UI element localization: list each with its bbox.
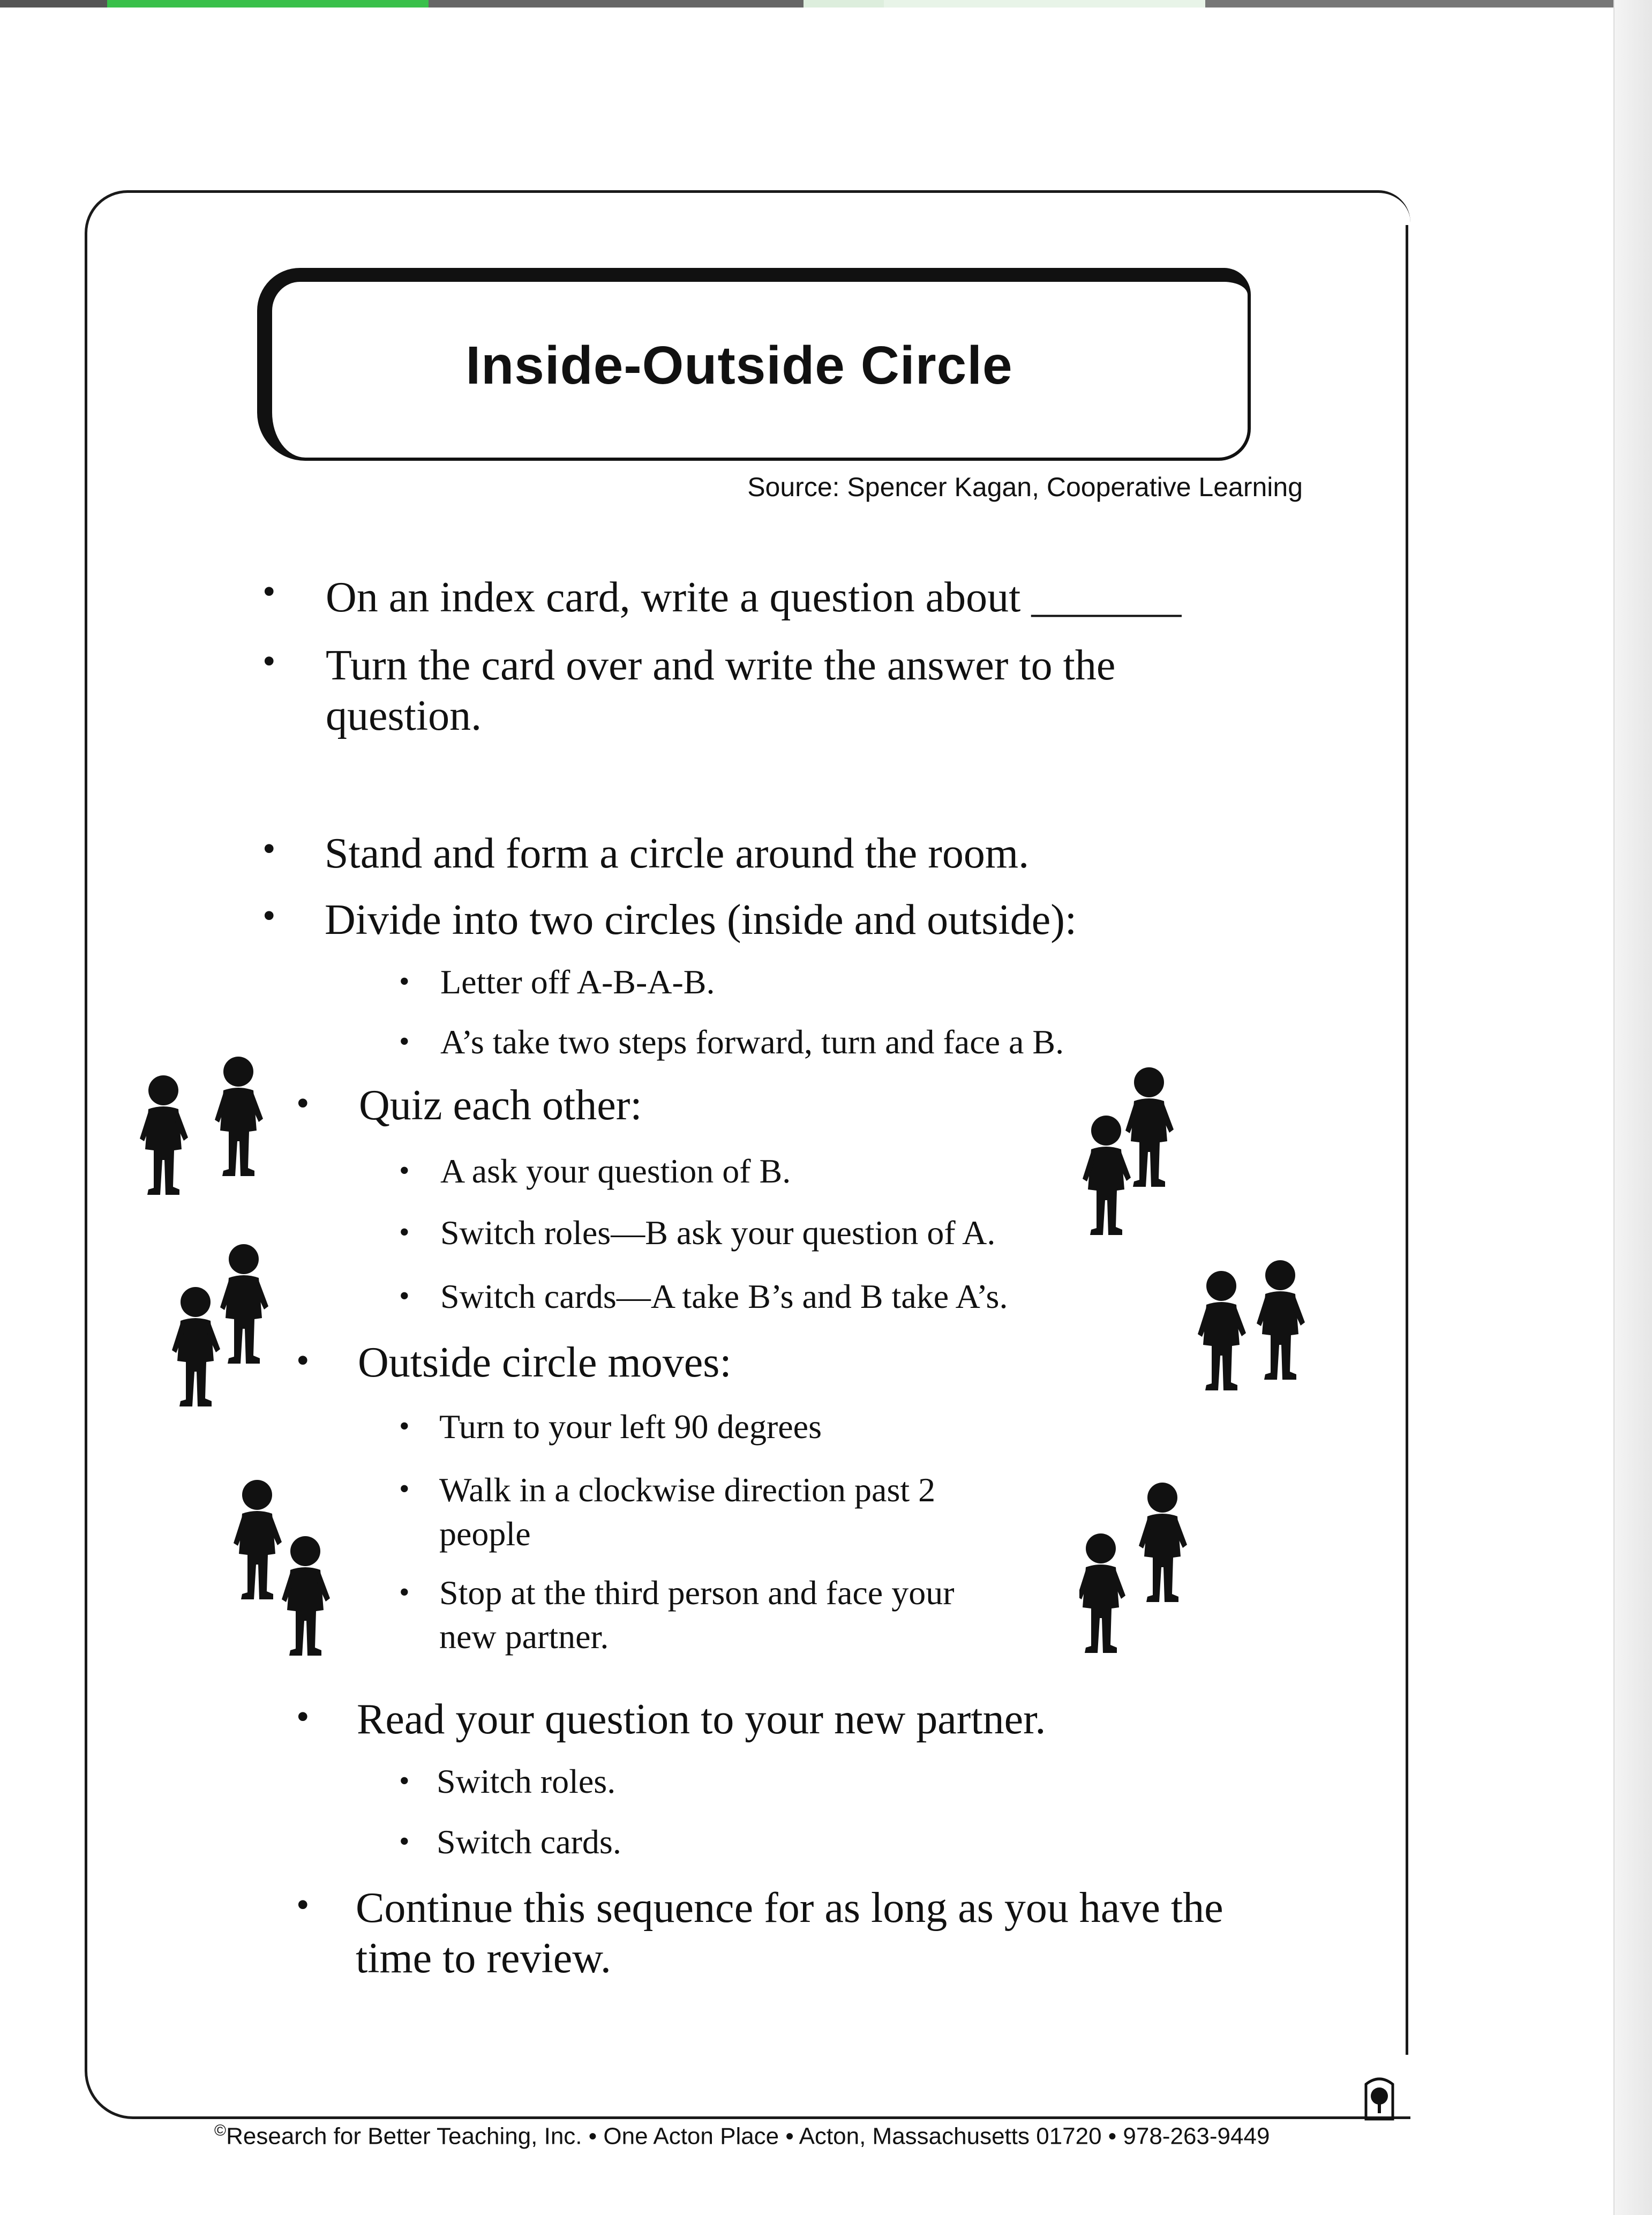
bullet-text: Quiz each other: bbox=[359, 1082, 642, 1129]
bullet-dot: • bbox=[262, 895, 276, 937]
sub-bullet-text: people bbox=[439, 1515, 531, 1553]
sub-bullet-text: Turn to your left 90 degrees bbox=[439, 1408, 822, 1446]
sub-bullet-text: Switch roles. bbox=[437, 1762, 616, 1800]
sub-bullet-dot: • bbox=[399, 1279, 410, 1313]
sub-bullet-text: new partner. bbox=[439, 1618, 609, 1656]
sub-bullet-dot: • bbox=[399, 1825, 410, 1858]
scan-strip bbox=[107, 0, 429, 8]
sub-bullet-text: A’s take two steps forward, turn and face a B. bbox=[440, 1023, 1064, 1061]
sub-bullet-dot: • bbox=[399, 1472, 410, 1506]
people-pair-icon bbox=[137, 1056, 297, 1211]
people-pair-icon bbox=[225, 1479, 354, 1661]
sub-bullet-dot: • bbox=[399, 965, 410, 998]
sub-bullet-text: Stop at the third person and face your bbox=[439, 1574, 955, 1612]
sub-bullet-text: Switch roles—B ask your question of A. bbox=[440, 1214, 996, 1252]
sub-bullet-dot: • bbox=[399, 1154, 410, 1187]
bullet-dot: • bbox=[262, 641, 276, 682]
bullet-text: Stand and form a circle around the room. bbox=[325, 830, 1030, 877]
bullet-dot: • bbox=[262, 828, 276, 870]
page-edge-shadow bbox=[1613, 0, 1652, 2215]
bullet-dot: • bbox=[296, 1340, 310, 1381]
sub-bullet-text: Switch cards. bbox=[437, 1823, 621, 1861]
sub-bullet-text: Walk in a clockwise direction past 2 bbox=[439, 1471, 936, 1509]
scan-strip bbox=[429, 0, 804, 8]
tree-logo-icon bbox=[1361, 2074, 1398, 2122]
bullet-text: Turn the card over and write the answer to the bbox=[326, 642, 1116, 689]
bullet-text: Divide into two circles (inside and outside): bbox=[325, 896, 1077, 944]
page-frame-right bbox=[1406, 225, 1408, 2055]
people-pair-icon bbox=[1195, 1259, 1323, 1409]
footer bbox=[214, 2122, 1270, 2150]
bullet-dot: • bbox=[296, 1884, 310, 1926]
sub-bullet-dot: • bbox=[399, 1410, 410, 1443]
bullet-text: Continue this sequence for as long as you have the bbox=[356, 1884, 1223, 1932]
people-pair-icon bbox=[169, 1243, 292, 1415]
sub-bullet-dot: • bbox=[399, 1025, 410, 1058]
bullet-text: question. bbox=[326, 692, 482, 739]
page-title: Inside-Outside Circle bbox=[465, 335, 1013, 395]
source-citation: Source: Spencer Kagan, Cooperative Learning bbox=[747, 472, 1303, 502]
scan-strip bbox=[884, 0, 1205, 8]
footer-text: Research for Better Teaching, Inc. • One Acton Place • Acton, Massachusetts 01720 • 978-263-9449 bbox=[226, 2123, 1270, 2150]
scan-strip bbox=[1205, 0, 1652, 8]
sub-bullet-dot: • bbox=[399, 1576, 410, 1609]
bullet-dot: • bbox=[296, 1083, 310, 1124]
sub-bullet-dot: • bbox=[399, 1764, 410, 1798]
bullet-text: On an index card, write a question about _______ bbox=[326, 574, 1182, 621]
copyright-symbol: © bbox=[214, 2122, 227, 2139]
sub-bullet-text: Letter off A-B-A-B. bbox=[440, 963, 715, 1001]
bullet-dot: • bbox=[262, 571, 276, 612]
scan-strip bbox=[804, 0, 884, 8]
bullet-text: Read your question to your new partner. bbox=[357, 1696, 1046, 1743]
people-pair-icon bbox=[1074, 1066, 1203, 1243]
sub-bullet-text: Switch cards—A take B’s and B take A’s. bbox=[440, 1277, 1008, 1315]
sub-bullet-text: A ask your question of B. bbox=[440, 1152, 791, 1190]
scan-strip bbox=[0, 0, 107, 8]
sub-bullet-dot: • bbox=[399, 1216, 410, 1249]
bullet-text: Outside circle moves: bbox=[358, 1339, 732, 1386]
bullet-text: time to review. bbox=[356, 1935, 611, 1982]
people-pair-icon bbox=[1079, 1481, 1219, 1664]
bullet-dot: • bbox=[296, 1696, 310, 1738]
